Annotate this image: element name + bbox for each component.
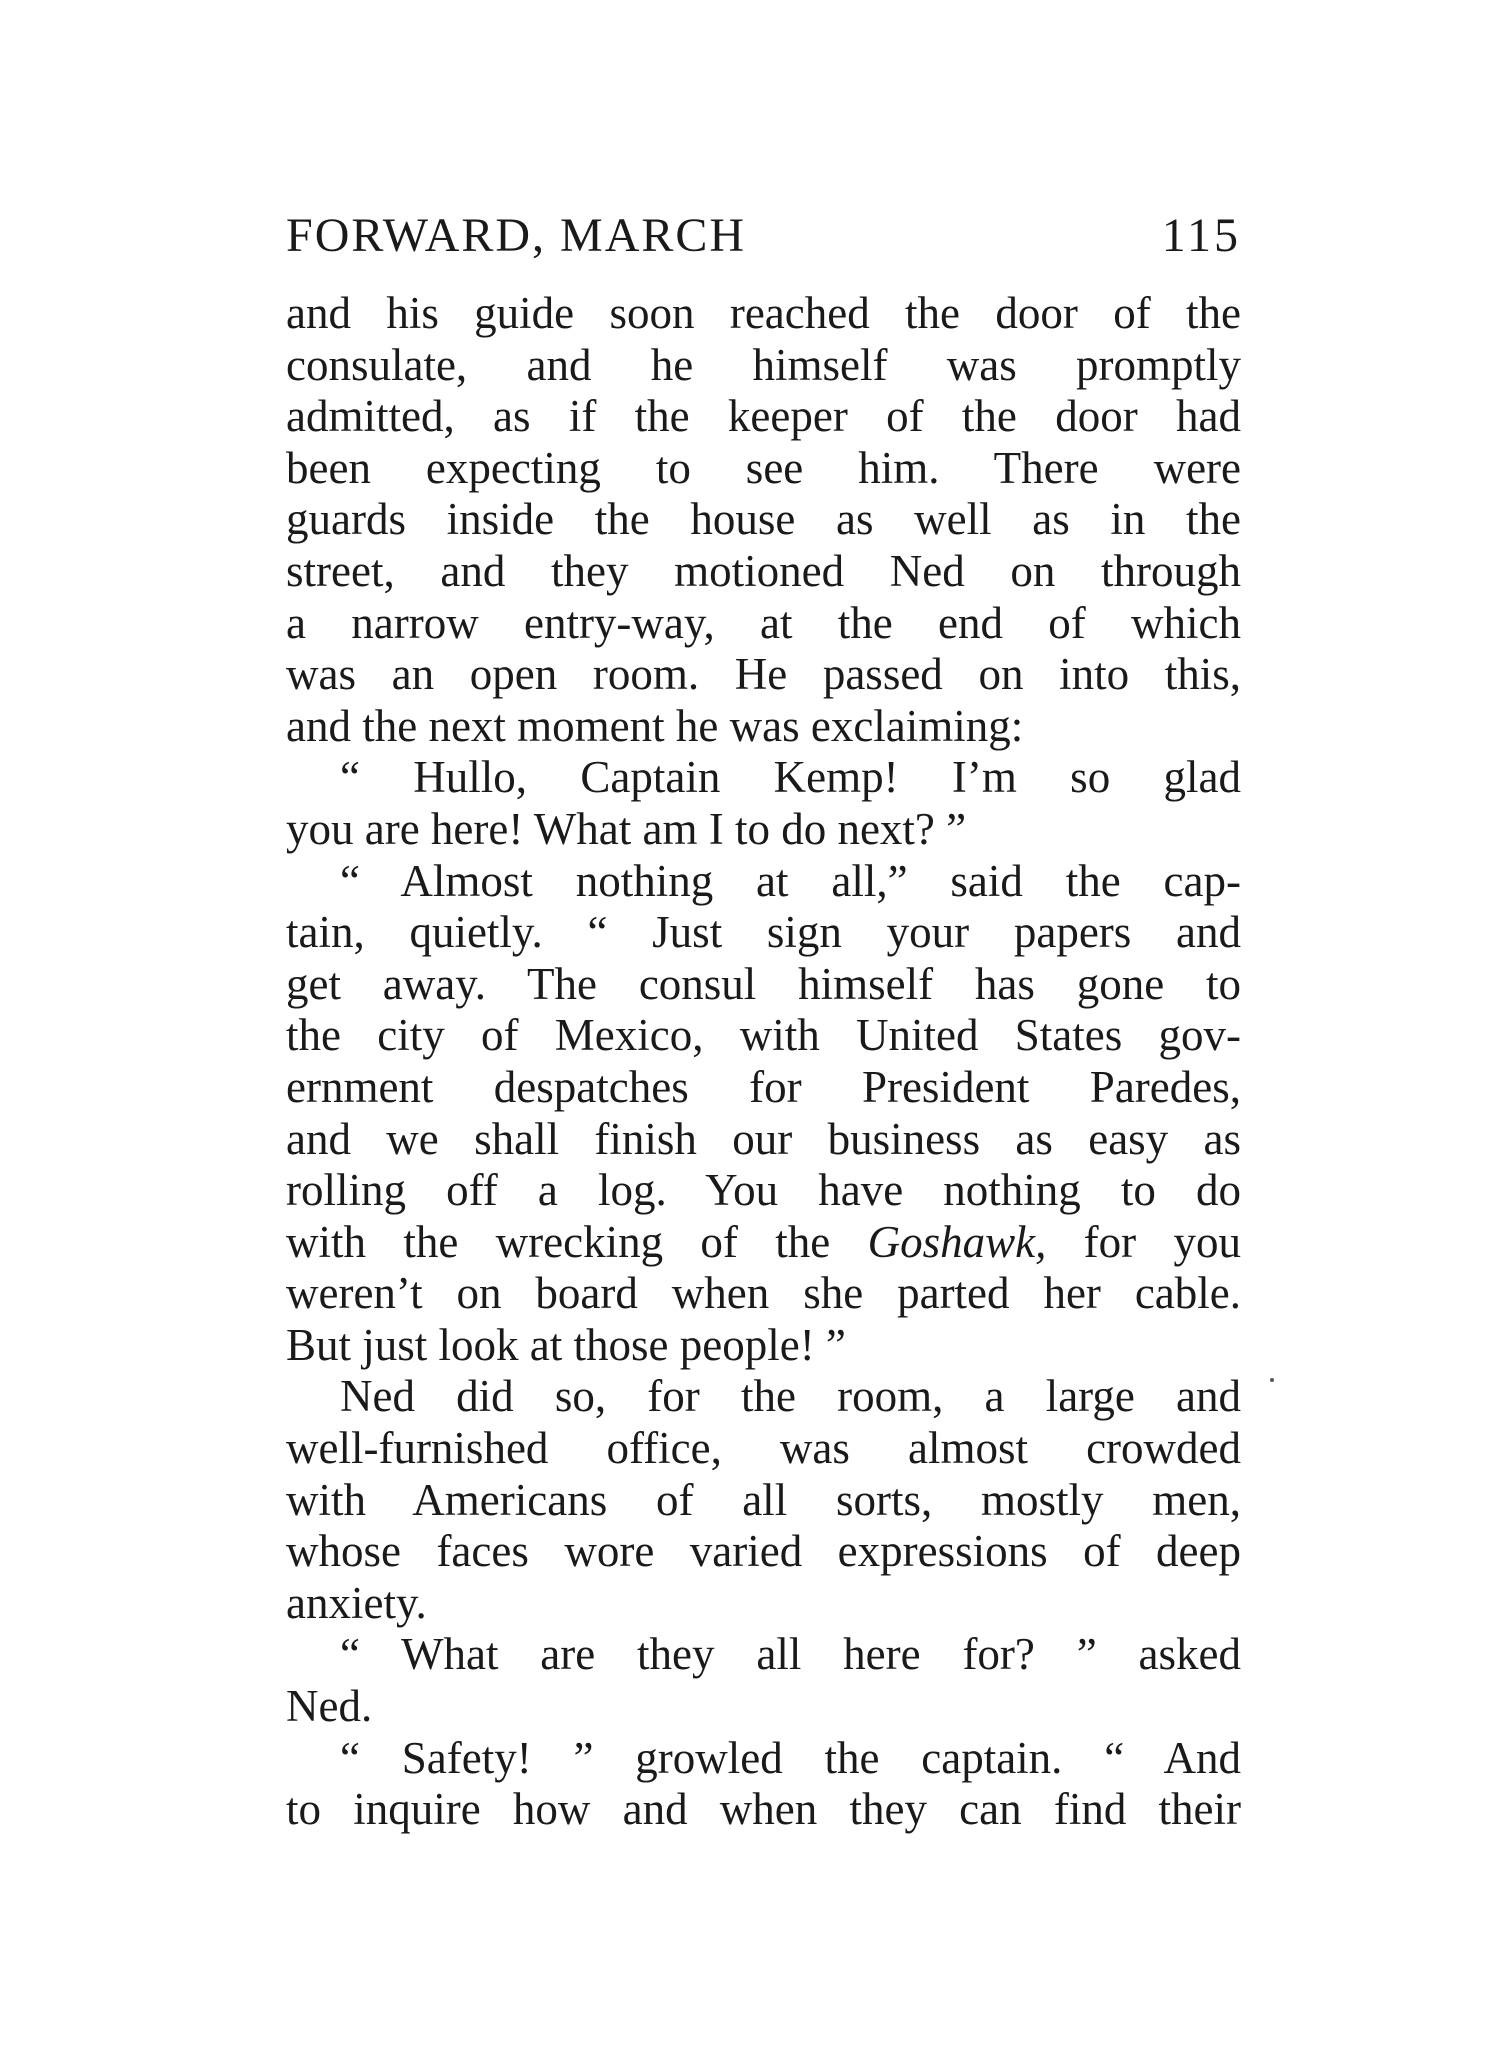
text-line: ernment despatches for President Paredes, (286, 1061, 1241, 1112)
text-line: to inquire how and when they can find their (286, 1784, 1241, 1835)
body-text (286, 288, 1241, 1836)
text-line: the city of Mexico, with United States gov- (286, 1010, 1241, 1061)
stray-ink-dot (1270, 1378, 1274, 1382)
text-line: “ What are they all here for? ” asked (340, 1629, 1241, 1680)
text-line: been expecting to see him. There were (286, 442, 1241, 493)
text-line: you are here! What am I to do next? ” (286, 803, 967, 854)
running-head (286, 206, 1241, 266)
text-line: anxiety. (286, 1577, 427, 1628)
text-segment: with the wrecking of the (286, 1216, 868, 1267)
ship-name-italic: Goshawk, (867, 1216, 1047, 1267)
running-head-title: FORWARD, MARCH (286, 209, 747, 262)
text-line: consulate, and he himself was promptly (286, 339, 1241, 390)
text-line: and we shall finish our business as easy as (286, 1113, 1241, 1164)
text-line: street, and they motioned Ned on through (286, 545, 1241, 596)
text-line: “ Almost nothing at all,” said the cap- (340, 855, 1241, 906)
text-line: But just look at those people! ” (286, 1319, 846, 1370)
text-line: tain, quietly. “ Just sign your papers and (286, 907, 1241, 958)
text-segment: for you (1046, 1216, 1241, 1267)
text-line: and his guide soon reached the door of the (286, 288, 1241, 338)
text-line: “ Safety! ” growled the captain. “ And (340, 1732, 1241, 1783)
text-line: well-furnished office, was almost crowded (286, 1423, 1241, 1474)
page-number: 115 (1161, 209, 1241, 262)
text-line: was an open room. He passed on into this, (286, 649, 1241, 700)
text-line: Ned did so, for the room, a large and (340, 1371, 1241, 1422)
text-line: admitted, as if the keeper of the door had (286, 391, 1241, 442)
text-line: and the next moment he was exclaiming: (286, 700, 1024, 751)
text-line: Ned. (286, 1681, 373, 1732)
text-line: get away. The consul himself has gone to (286, 958, 1241, 1009)
text-line: whose faces wore varied expressions of deep (286, 1526, 1241, 1577)
text-line: a narrow entry-way, at the end of which (286, 597, 1241, 648)
text-line: weren’t on board when she parted her cable. (286, 1268, 1241, 1319)
text-line: with Americans of all sorts, mostly men, (286, 1474, 1241, 1525)
text-line: rolling off a log. You have nothing to do (286, 1165, 1241, 1216)
text-line: guards inside the house as well as in the (286, 494, 1241, 545)
text-line (286, 1217, 1241, 1269)
text-line: “ Hullo, Captain Kemp! I’m so glad (340, 752, 1241, 803)
